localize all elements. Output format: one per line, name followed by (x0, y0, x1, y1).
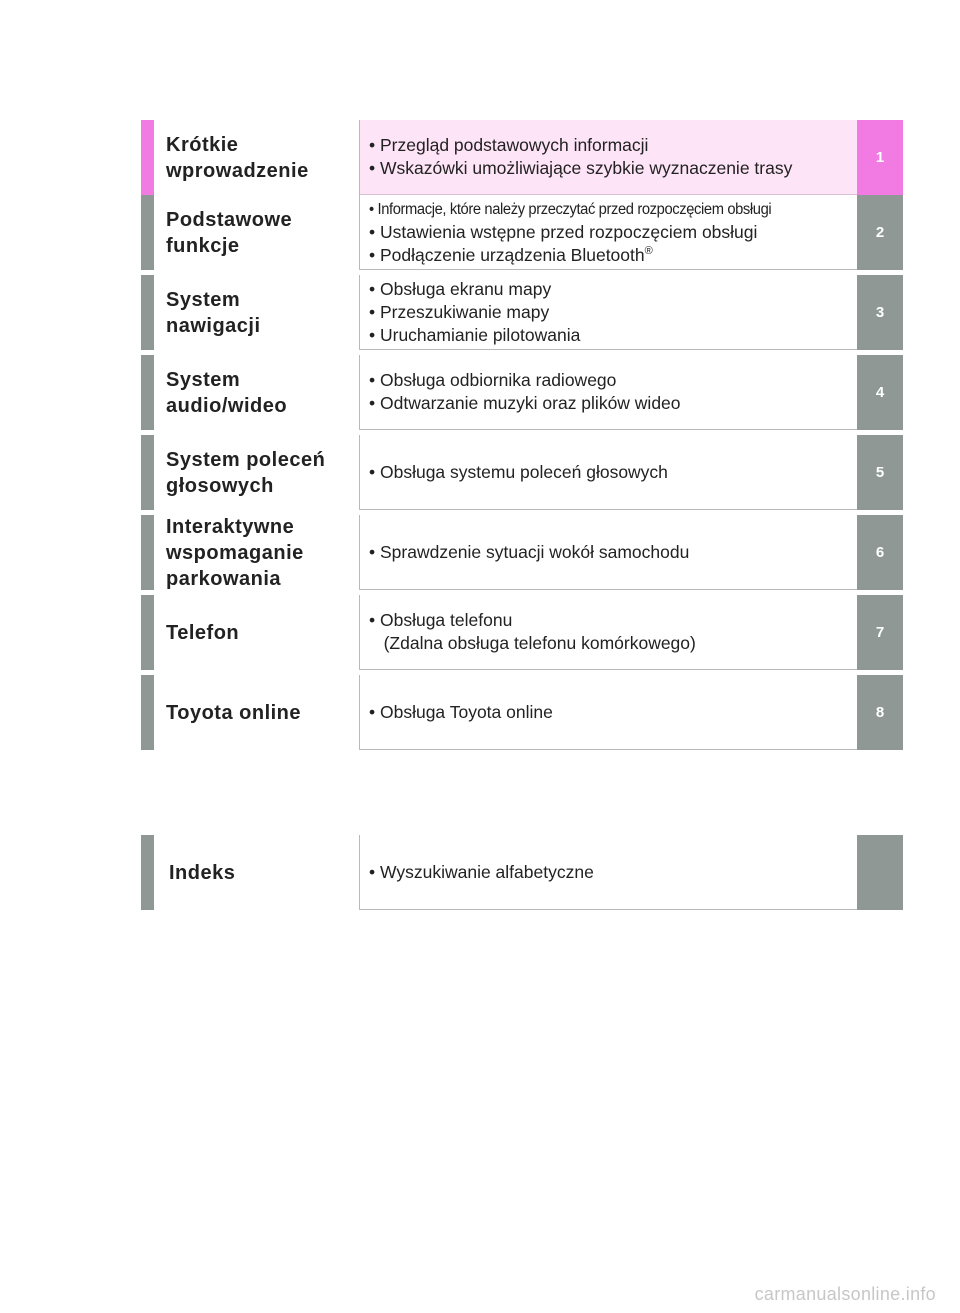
description-line: (Zdalna obsługa telefonu komórkowego) (369, 633, 696, 653)
section-row-6[interactable] (141, 515, 903, 590)
chapter-tab-5[interactable]: 5 (857, 435, 903, 510)
section-bar (141, 515, 154, 590)
description-line (369, 244, 857, 267)
section-description (359, 120, 857, 195)
section-title: Toyota online (166, 701, 302, 724)
section-row-7[interactable] (141, 595, 903, 670)
section-title: System audio/wideo (166, 368, 288, 417)
section-description (359, 515, 857, 590)
description-line: • Obsługa systemu poleceń głosowych (369, 461, 668, 482)
description-line: • Sprawdzenie sytuacji wokół samochodu (369, 541, 690, 562)
section-bar (141, 435, 154, 510)
section-description (359, 435, 857, 510)
section-description (359, 195, 857, 270)
section-title: Interaktywne wspomaganie parkowania (166, 515, 304, 590)
footer-watermark: carmanualsonline.info (754, 1284, 936, 1304)
chapter-tab-6[interactable]: 6 (857, 515, 903, 590)
section-description (359, 675, 857, 750)
section-bar (141, 120, 154, 195)
section-title: System nawigacji (166, 288, 261, 337)
section-row-index[interactable] (141, 835, 903, 910)
section-bar (141, 675, 154, 750)
description-line: • Wyszukiwanie alfabetyczne (369, 861, 594, 882)
section-row-4[interactable] (141, 355, 903, 430)
description-line: • Informacje, które należy przeczytać przed rozpoczęciem obsługi (369, 200, 772, 218)
section-row-1[interactable] (141, 120, 903, 195)
section-title: Krótkie wprowadzenie (166, 133, 309, 182)
description-line: • Przegląd podstawowych informacji (369, 135, 649, 155)
section-row-5[interactable] (141, 435, 903, 510)
section-bar (141, 595, 154, 670)
chapter-tab-index[interactable] (857, 835, 903, 910)
chapter-tab-1[interactable]: 1 (857, 120, 903, 195)
section-bar (141, 355, 154, 430)
description-line: • Obsługa Toyota online (369, 701, 553, 722)
chapter-tab-4[interactable]: 4 (857, 355, 903, 430)
section-title: Indeks (169, 861, 236, 884)
description-line: • Obsługa ekranu mapy (369, 278, 552, 299)
section-description (359, 835, 857, 910)
description-line: • Obsługa odbiornika radiowego (369, 370, 617, 390)
section-bar (141, 835, 154, 910)
section-bar (141, 275, 154, 350)
description-line: • Ustawienia wstępne przed rozpoczęciem obsługi (369, 221, 758, 242)
section-title: Telefon (166, 621, 240, 644)
description-line: • Uruchamianie pilotowania (369, 324, 581, 345)
section-row-2[interactable] (141, 195, 903, 270)
description-line: • Przeszukiwanie mapy (369, 301, 550, 322)
section-row-3[interactable] (141, 275, 903, 350)
section-description (359, 595, 857, 670)
chapter-tab-7[interactable]: 7 (857, 595, 903, 670)
chapter-tab-8[interactable]: 8 (857, 675, 903, 750)
section-title: System poleceń głosowych (166, 448, 326, 497)
description-text: • Podłączenie urządzenia Bluetooth (369, 244, 645, 265)
section-description (359, 355, 857, 430)
description-line: • Odtwarzanie muzyki oraz plików wideo (369, 393, 681, 413)
description-line: • Wskazówki umożliwiające szybkie wyznaczenie trasy (369, 158, 793, 178)
description-line: • Obsługa telefonu (369, 610, 513, 630)
chapter-tab-2[interactable]: 2 (857, 195, 903, 270)
section-description (359, 275, 857, 350)
section-row-8[interactable] (141, 675, 903, 750)
registered-mark: ® (644, 244, 653, 257)
section-title: Podstawowe funkcje (166, 208, 293, 257)
chapter-tab-3[interactable]: 3 (857, 275, 903, 350)
section-bar (141, 195, 154, 270)
